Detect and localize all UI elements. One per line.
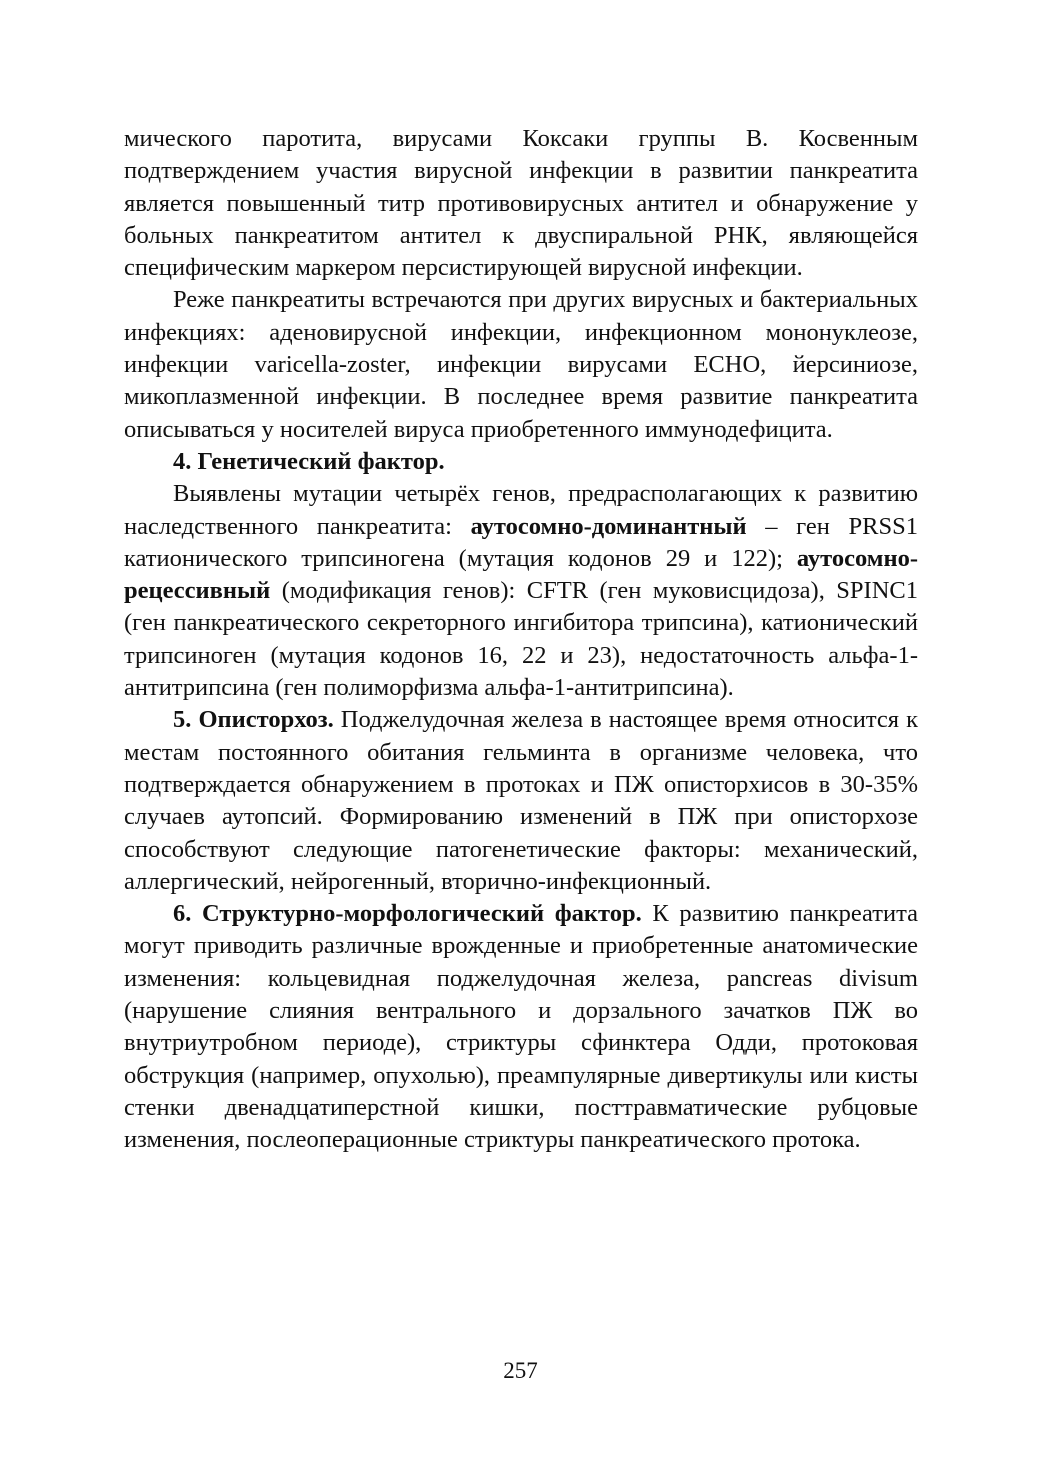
heading-text: 6. Структурно-морфологический фактор. [173,900,642,928]
paragraph-text: (модификация генов): CFTR (ген муковисцидоза), SPINC1 (ген панкреатического секреторного ингибитора трипсина), катионический трипсиноген (мутация кодонов 16, 22 и 23), недостаточность альфа-1-антитрипсина (ген полиморфизма альфа-1-антитрипсина). [124,577,918,702]
paragraph-viral-infection [124,123,918,284]
heading-text: 5. Описторхоз. [173,706,334,734]
paragraph-structural-factor [124,898,918,1156]
bold-term-autosomal-dominant: аутосомно-доминантный [470,512,747,540]
paragraph-other-infections [124,284,918,445]
heading-text: 4. Генетический фактор. [173,447,445,475]
page-body-text [124,123,918,1157]
paragraph-text: – ген PRSS1 катионического трипсиногена (мутация кодонов 29 и 122); [124,512,919,572]
paragraph-genetic-mutations [124,478,918,704]
paragraph-text: Реже панкреатиты встречаются при других вирусных и бактериальных инфекциях: аденовирусной инфекции, инфекционном мононуклеозе, инфекции varicella-zoster, инфекции вирусами ЕСНО, йерсиниозе, микоплазменной инфекции. В последнее время развитие панкреатита описываться у носителей вируса приобретенного иммунодефицита. [124,286,918,443]
page-number: 257 [503,1358,538,1383]
section-heading-genetic [124,446,918,478]
bold-term-autosomal-recessive: аутосомно-рецессивный [124,544,918,605]
paragraph-opisthorchiasis [124,704,918,898]
paragraph-text: Поджелудочная железа в настоящее время относится к местам постоянного обитания гельминта в организме человека, что подтверждается обнаружением в протоках и ПЖ описторхисов в 30-35% случаев аутопсий. Формированию изменений в ПЖ при описторхозе способствуют следующие патогенетические факторы: механический, аллергический, нейрогенный, вторично-инфекционный. [124,706,918,895]
paragraph-text: Выявлены мутации четырёх генов, предрасполагающих к развитию наследственного панкреатита: [124,480,918,540]
paragraph-text: К развитию панкреатита могут приводить различные врожденные и приобретенные анатомические изменения: кольцевидная поджелудочная железа, pancreas divisum (нарушение слияния вентрального и дорзального зачатков ПЖ во внутриутробном периоде), стриктуры сфинктера Одди, протоковая обструкция (например, опухолью), преампулярные дивертикулы или кисты стенки двенадцатиперстной кишки, посттравматические рубцовые изменения, послеоперационные стриктуры панкреатического протока. [124,900,918,1154]
paragraph-text: мического паротита, вирусами Коксаки группы В. Косвенным подтверждением участия вирусной инфекции в развитии панкреатита является повышенный титр противовирусных антител и обнаружение у больных панкреатитом антител к двуспиральной РНК, являющейся специфическим маркером персистирующей вирусной инфекции. [124,125,918,282]
